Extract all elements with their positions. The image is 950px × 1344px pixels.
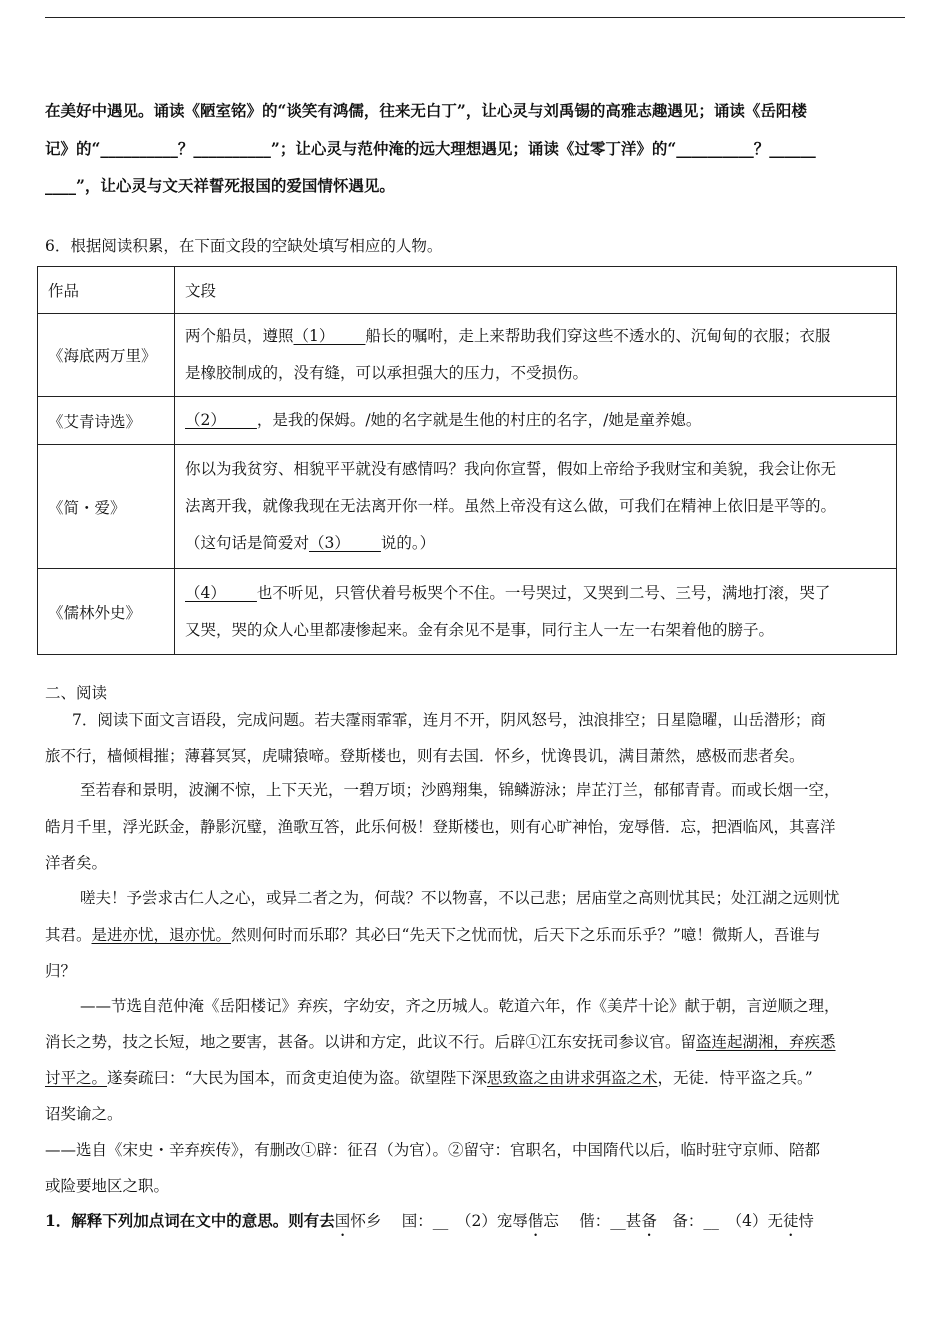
underlined-sentence: 思致盗之由讲求弭盗之术 <box>486 1069 658 1087</box>
q7-line-11 <box>45 1068 813 1088</box>
passage-text: 备：__ （4）无 <box>656 1212 783 1230</box>
passage-text: 两个船员，遵照 <box>185 327 294 345</box>
q7-line-1: 7．阅读下面文言语段，完成问题。若夫霪雨霏霏，连月不开，阴风怒号，浊浪排空；日星隐曜，山岳潜形；商 <box>72 711 826 729</box>
underlined-sentence: 盗连起湖湘，弃疾悉 <box>696 1033 836 1051</box>
passage-text: 恃 <box>798 1212 814 1230</box>
passage-line: 你以为我贫穷、相貌平平就没有感情吗？我向你宣誓，假如上帝给予我财宝和美貌，我会让你无 <box>185 460 837 478</box>
header-work: 作品 <box>38 267 175 314</box>
table-header-row <box>38 267 897 314</box>
q7-line-10 <box>45 1032 836 1052</box>
q7-line-12: 诏奖谕之。 <box>45 1105 123 1123</box>
dotted-char: 徒 <box>782 1212 799 1230</box>
passage-line <box>185 402 886 439</box>
q6-table <box>37 266 897 655</box>
passage-cell <box>175 445 897 569</box>
passage-text: 1．解释下列加点词在文中的意思。则有去 <box>45 1211 335 1230</box>
passage-text: 忘 偕：__甚 <box>543 1212 642 1230</box>
passage-line: 法离开我，就像我现在无法离开你一样。虽然上帝没有这么做，可我们在精神上依旧是平等的。 <box>185 497 837 515</box>
q7-line-7 <box>45 925 820 945</box>
table-row <box>38 445 897 569</box>
dotted-char: 备 <box>641 1212 657 1230</box>
work-title: 《儒林外史》 <box>38 569 175 655</box>
passage-cell <box>175 569 897 655</box>
dotted-char: 偕 <box>527 1212 544 1230</box>
table-row <box>38 569 897 655</box>
work-title: 《海底两万里》 <box>38 314 175 397</box>
p5-line-3: ____”，让心灵与文天祥誓死报国的爱国情怀遇见。 <box>45 176 395 195</box>
passage-cell <box>175 397 897 445</box>
passage-text: 船长的嘱咐，走上来帮助我们穿这些不透水的、沉甸甸的衣服；衣服 <box>365 327 831 345</box>
passage-text: 然则何时而乐耶？其必曰“先天下之忧而忧，后天下之乐而乐乎？”噫！微斯人，吾谁与 <box>231 926 821 944</box>
q7-line-13: ——选自《宋史・辛弃疾传》，有删改①辟：征召（为官）。②留守：官职名，中国隋代以后，临时驻守京师、陪都 <box>45 1141 821 1159</box>
answer-blank-4[interactable]: （4）____ <box>185 583 257 602</box>
q7-line-5: 洋者矣。 <box>45 854 108 872</box>
passage-text: 也不听见，只管伏着号板哭个不住。一号哭过，又哭到二号、三号，满地打滚，哭了 <box>256 583 831 602</box>
passage-line <box>185 318 886 355</box>
work-title: 《简・爱》 <box>38 445 175 569</box>
dotted-char: 国 <box>334 1212 351 1230</box>
p5-line-1: 在美好中遇见。诵读《陋室铭》的“谈笑有鸿儒，往来无白丁”，让心灵与刘禹锡的高雅志趣遇见；诵读《岳阳楼 <box>45 101 807 120</box>
passage-text: 消长之势，技之长短，地之要害，甚备。以讲和方定，此议不行。后辟①江东安抚司参议官。留 <box>45 1033 697 1051</box>
header-rule <box>45 17 905 18</box>
passage-text: 其君。 <box>45 926 92 944</box>
q7-line-14: 或险要地区之职。 <box>45 1177 170 1195</box>
passage-line: 又哭，哭的众人心里都凄惨起来。金有余见不是事，同行主人一左一右架着他的膀子。 <box>185 620 775 639</box>
table-row <box>38 397 897 445</box>
section-heading: 二、阅读 <box>45 684 108 702</box>
underlined-sentence: 讨平之。 <box>45 1069 108 1087</box>
header-text: 文段 <box>175 267 897 314</box>
answer-blank-1[interactable]: （1）____ <box>293 327 366 345</box>
q7-line-6: 嗟夫！予尝求古仁人之心，或异二者之为，何哉？不以物喜，不以己悲；居庙堂之高则忧其民；处江湖之远则忧 <box>80 889 840 907</box>
passage-text: 怀乡 国：__ （2）宠辱 <box>350 1212 528 1230</box>
passage-line <box>185 525 886 562</box>
passage-line <box>185 575 886 612</box>
p5-line-2: 记》的“__________？__________”；让心灵与范仲淹的远大理想遇见；诵读《过零丁洋》的“__________？______ <box>45 139 816 158</box>
q7-line-3: 至若春和景明，波澜不惊，上下天光，一碧万顷；沙鸥翔集，锦鳞游泳；岸芷汀兰，郁郁青青。而或长烟一空， <box>80 781 840 799</box>
passage-text: ，是我的保姆。/她的名字就是生他的村庄的名字，/她是童养媳。 <box>256 411 702 429</box>
q6-prompt: 6．根据阅读积累，在下面文段的空缺处填写相应的人物。 <box>45 237 443 255</box>
q7-line-2: 旅不行，樯倾楫摧；薄暮冥冥，虎啸猿啼。登斯楼也，则有去国．怀乡，忧谗畏讥，满目萧然，感极而悲者矣。 <box>45 747 805 765</box>
passage-text: 遂奏疏曰：“大民为国本，而贪吏迫使为盗。欲望陛下深 <box>107 1069 487 1087</box>
passage-text: ，无徒．恃平盗之兵。” <box>657 1069 813 1087</box>
answer-blank-2[interactable]: （2）____ <box>185 411 257 429</box>
q7-line-8: 归？ <box>45 962 77 980</box>
q7-line-4: 皓月千里，浮光跃金，静影沉璧，渔歌互答，此乐何极！登斯楼也，则有心旷神怡，宠辱偕．忘，把酒临风，其喜洋 <box>45 818 836 836</box>
passage-text: （这句话是简爱对 <box>185 534 310 552</box>
passage-text: 说的。） <box>380 534 436 552</box>
q7-line-9: ——节选自范仲淹《岳阳楼记》弃疾，字幼安，齐之历城人。乾道六年，作《美芹十论》献于朝，言逆顺之理， <box>80 997 840 1015</box>
passage-line: 是橡胶制成的，没有缝，可以承担强大的压力，不受损伤。 <box>185 364 589 382</box>
table-row <box>38 314 897 397</box>
work-title: 《艾青诗选》 <box>38 397 175 445</box>
q7-sub-question-1 <box>45 1211 814 1231</box>
answer-blank-3[interactable]: （3）____ <box>309 534 381 552</box>
underlined-sentence: 是进亦忧，退亦忧。 <box>91 926 232 944</box>
passage-cell <box>175 314 897 397</box>
